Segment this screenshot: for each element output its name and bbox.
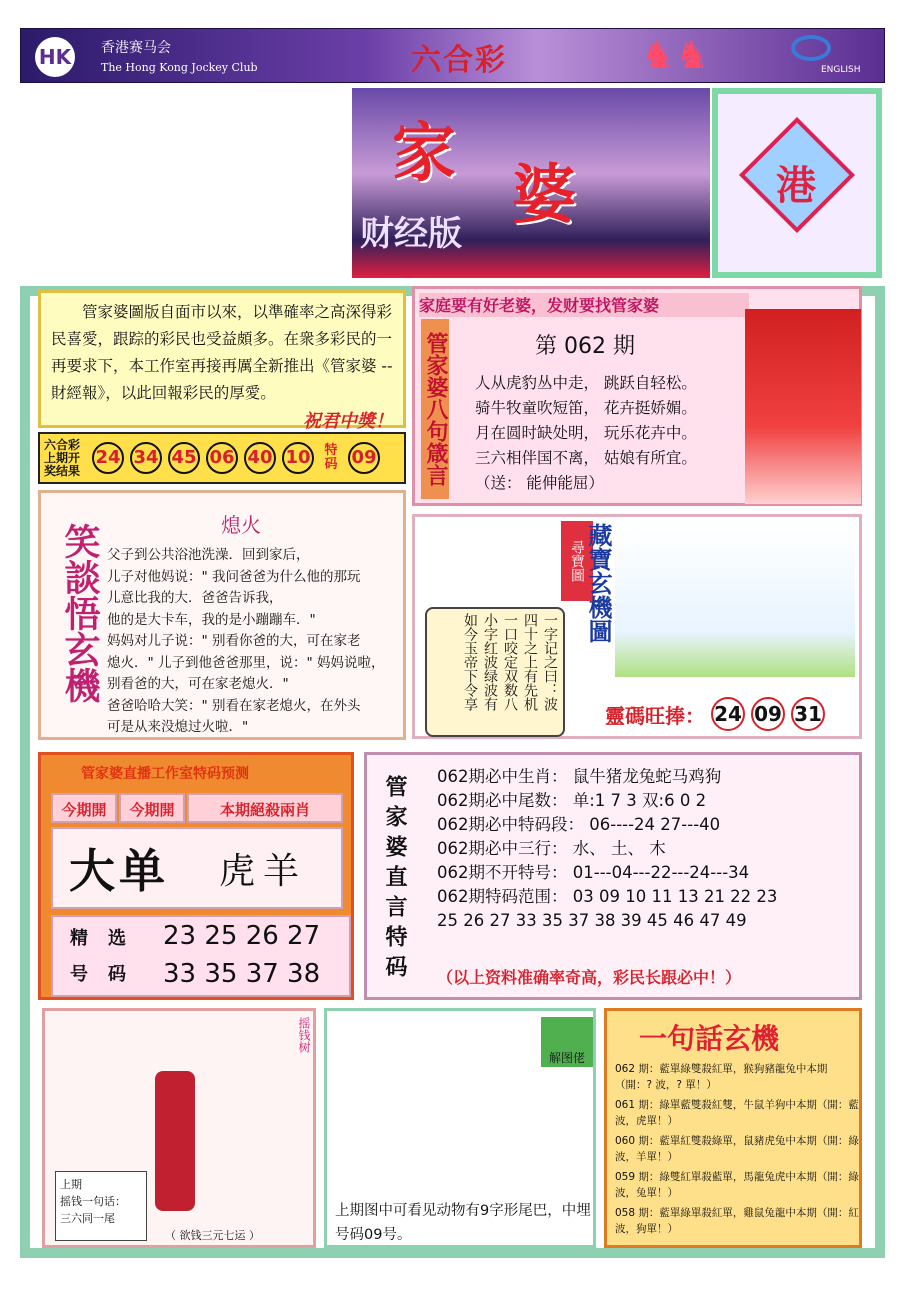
decode-picture-box [324, 1008, 596, 1248]
intro-text: 管家婆圖版自面市以來，以準確率之高深得彩民喜愛，跟踪的彩民也受益頗多。在衆多彩民的一再要求下，本工作室再接再厲全新推出《管家婆 -- 財經報》，以此回報彩民的厚愛。 [51, 303, 393, 402]
direct-line: 25 26 27 33 35 37 38 39 45 46 47 49 [437, 911, 747, 930]
direct-tips-box [364, 752, 862, 1000]
lucky-numbers [605, 697, 825, 731]
last-result-bar [38, 432, 406, 484]
header-bar [20, 28, 885, 83]
horse-icon: ♞♞ [641, 33, 710, 77]
lucky-ball: 31 [791, 697, 825, 731]
decode-badge: 解图佬 [541, 1017, 593, 1067]
lucky-ball: 09 [751, 697, 785, 731]
joke-box [38, 490, 406, 740]
archer-illustration [615, 527, 855, 677]
one-sentence-list [615, 1061, 859, 1241]
joke-text [107, 545, 407, 739]
result-ball: 34 [130, 442, 162, 474]
result-label: 六合彩上期开奖结果 [44, 437, 81, 478]
curtain-image [745, 309, 861, 504]
poem-line: 人从虎豹丛中走， 跳跃自轻松。 [475, 374, 697, 392]
poem-line: 月在圆时缺处明， 玩乐花卉中。 [475, 424, 697, 442]
result-ball: 45 [168, 442, 200, 474]
riddle-col: 一口咬定双数八 [502, 613, 518, 711]
one-sentence-row: 059 期：綠雙紅單殺藍單，馬龍兔虎中本期（開：綠波，兔單！） [615, 1171, 859, 1199]
one-sentence-header: 一句話玄機 [639, 1022, 780, 1055]
joke-line: 爸爸哈哈大笑：" 别看在家老熄火，在外头 [107, 697, 361, 714]
joke-line: 他的是大卡车，我的是小蹦蹦车．" [107, 611, 316, 628]
lucky-ball: 24 [711, 697, 745, 731]
tree-trunk-icon [155, 1071, 195, 1211]
treasure-seal: 尋寶圖 [561, 521, 593, 601]
intro-box [38, 290, 406, 432]
jockey-club-logo[interactable]: HK [35, 37, 75, 77]
joke-line: 儿意比我的大．爸爸告诉我， [107, 590, 283, 606]
english-ring-icon[interactable] [791, 35, 831, 61]
tree-side-title: 摇钱树 [297, 1017, 311, 1053]
joke-line: 别看爸的大，可在家老熄火．" [107, 676, 289, 692]
special-label: 特码 [324, 443, 338, 472]
org-name-en: The Hong Kong Jockey Club [101, 61, 258, 74]
treasure-map-box [412, 514, 862, 739]
direct-line: 062期必中特码段： 06----24 27---40 [437, 815, 721, 834]
poem-issue: 第 062 期 [535, 334, 635, 359]
poem-line: （送： 能伸能屈） [475, 474, 604, 492]
poem-header: 家庭要有好老婆，发财要找管家婆 [419, 293, 749, 317]
kong-char: 港 [776, 163, 816, 209]
result-ball: 06 [206, 442, 238, 474]
direct-line: 062期特码范围： 03 09 10 11 13 21 22 23 [437, 887, 778, 906]
result-ball: 10 [282, 442, 314, 474]
kong-emblem [712, 88, 882, 278]
joke-line: 熄火．" 儿子到他爸爸那里，说：" 妈妈说啦， [107, 654, 385, 671]
joke-line: 可是从来没熄过火啦．" [107, 719, 249, 735]
banner-char-1: 家 [392, 116, 456, 191]
poem-line: 骑牛牧童吹短笛， 花卉挺娇媚。 [475, 399, 697, 417]
selected-numbers [51, 915, 351, 997]
one-sentence-row: 058 期：藍單綠單殺紅單，雞鼠兔龍中本期（開：紅波，狗單！） [615, 1207, 859, 1235]
money-tree-box [42, 1008, 316, 1248]
selected-values [163, 917, 349, 995]
joke-side-title: 笑談悟玄機 [59, 523, 100, 703]
selected-row: 33 35 37 38 [163, 959, 321, 989]
tree-previous: 上期 摇钱一句话： 三六同一尾 [55, 1171, 147, 1241]
poem-lines [475, 371, 697, 496]
result-ball: 24 [92, 442, 124, 474]
forecast-main [51, 827, 343, 909]
mark-six-title: 六合彩 [411, 43, 507, 78]
poem-side-title: 管家婆八句箴言 [421, 319, 449, 499]
joke-title: 熄火 [221, 513, 261, 537]
special-ball: 09 [348, 442, 380, 474]
tree-bottom: （ 欲钱三元七运 ） [165, 1229, 260, 1242]
result-ball: 40 [244, 442, 276, 474]
forecast-header: 管家婆直播工作室特码预测 [81, 766, 249, 782]
direct-line: 062期必中三行： 水、 土、 木 [437, 839, 666, 858]
english-link[interactable]: ENGLISH [821, 65, 861, 75]
banner-char-2: 婆 [512, 158, 576, 233]
selected-label: 精选号码 [70, 928, 146, 985]
joke-line: 父子到公共浴池洗澡．回到家后， [107, 547, 310, 563]
one-sentence-row: 061 期：綠單藍雙殺紅雙，牛鼠羊狗中本期（開：藍波，虎單！） [615, 1099, 859, 1127]
org-name-cn: 香港赛马会 [101, 40, 171, 56]
poem-line: 三六相伴国不离， 姑娘有所宜。 [475, 449, 697, 467]
direct-footer: （以上资料准确率奇高，彩民长跟必中！） [437, 968, 742, 987]
poem-box [412, 286, 862, 506]
direct-lines [437, 765, 857, 933]
selected-row: 23 25 26 27 [163, 921, 321, 951]
intro-wish: 祝君中獎！ [303, 411, 393, 432]
banner-subtitle: 财经版 [360, 214, 462, 254]
forecast-tab: 今期開 [119, 793, 185, 823]
riddle-col: 四十之上有先机 [522, 613, 538, 711]
joke-line: 儿子对他妈说：" 我问爸爸为什么他的那玩 [107, 568, 361, 585]
lucky-label: 靈碼旺捧： [605, 703, 705, 728]
one-sentence-box [604, 1008, 862, 1248]
one-sentence-row: 060 期：藍單紅雙殺綠單，鼠豬虎兔中本期（開：綠波，羊單！） [615, 1135, 859, 1163]
riddle-col: 一字记之曰：波 [542, 613, 558, 711]
riddle-col: 小字红波绿波有 [482, 613, 498, 711]
joke-line: 妈妈对儿子说：" 别看你爸的大，可在家老 [107, 633, 361, 649]
riddle-col: 如今玉帝下令享 [462, 613, 478, 711]
forecast-box [38, 752, 354, 1000]
forecast-big-b: 虎羊 [218, 850, 307, 892]
riddle-scroll [425, 607, 565, 737]
direct-line: 062期必中生肖： 鼠牛猪龙兔蛇马鸡狗 [437, 767, 722, 786]
one-sentence-row: 062 期：藍單綠雙殺紅單，猴狗豬龍兔中本期（開：? 波，? 單！） [615, 1063, 828, 1091]
title-banner [352, 88, 710, 278]
forecast-tab: 本期絕殺兩肖 [187, 793, 343, 823]
forecast-tabs [51, 793, 343, 823]
direct-side-title: 管家婆直言特码 [382, 775, 407, 985]
forecast-tab: 今期開 [51, 793, 117, 823]
treasure-side-title: 藏寶玄機圖 [584, 523, 612, 643]
direct-line: 062期必中尾数： 单:1 7 3 双:6 0 2 [437, 791, 707, 810]
forecast-big-a: 大单 [69, 844, 169, 898]
direct-line: 062期不开特号： 01---04---22---24---34 [437, 863, 750, 882]
decode-caption: 上期图中可看见动物有9字形尾巴，中埋号码09号。 [335, 1203, 591, 1243]
